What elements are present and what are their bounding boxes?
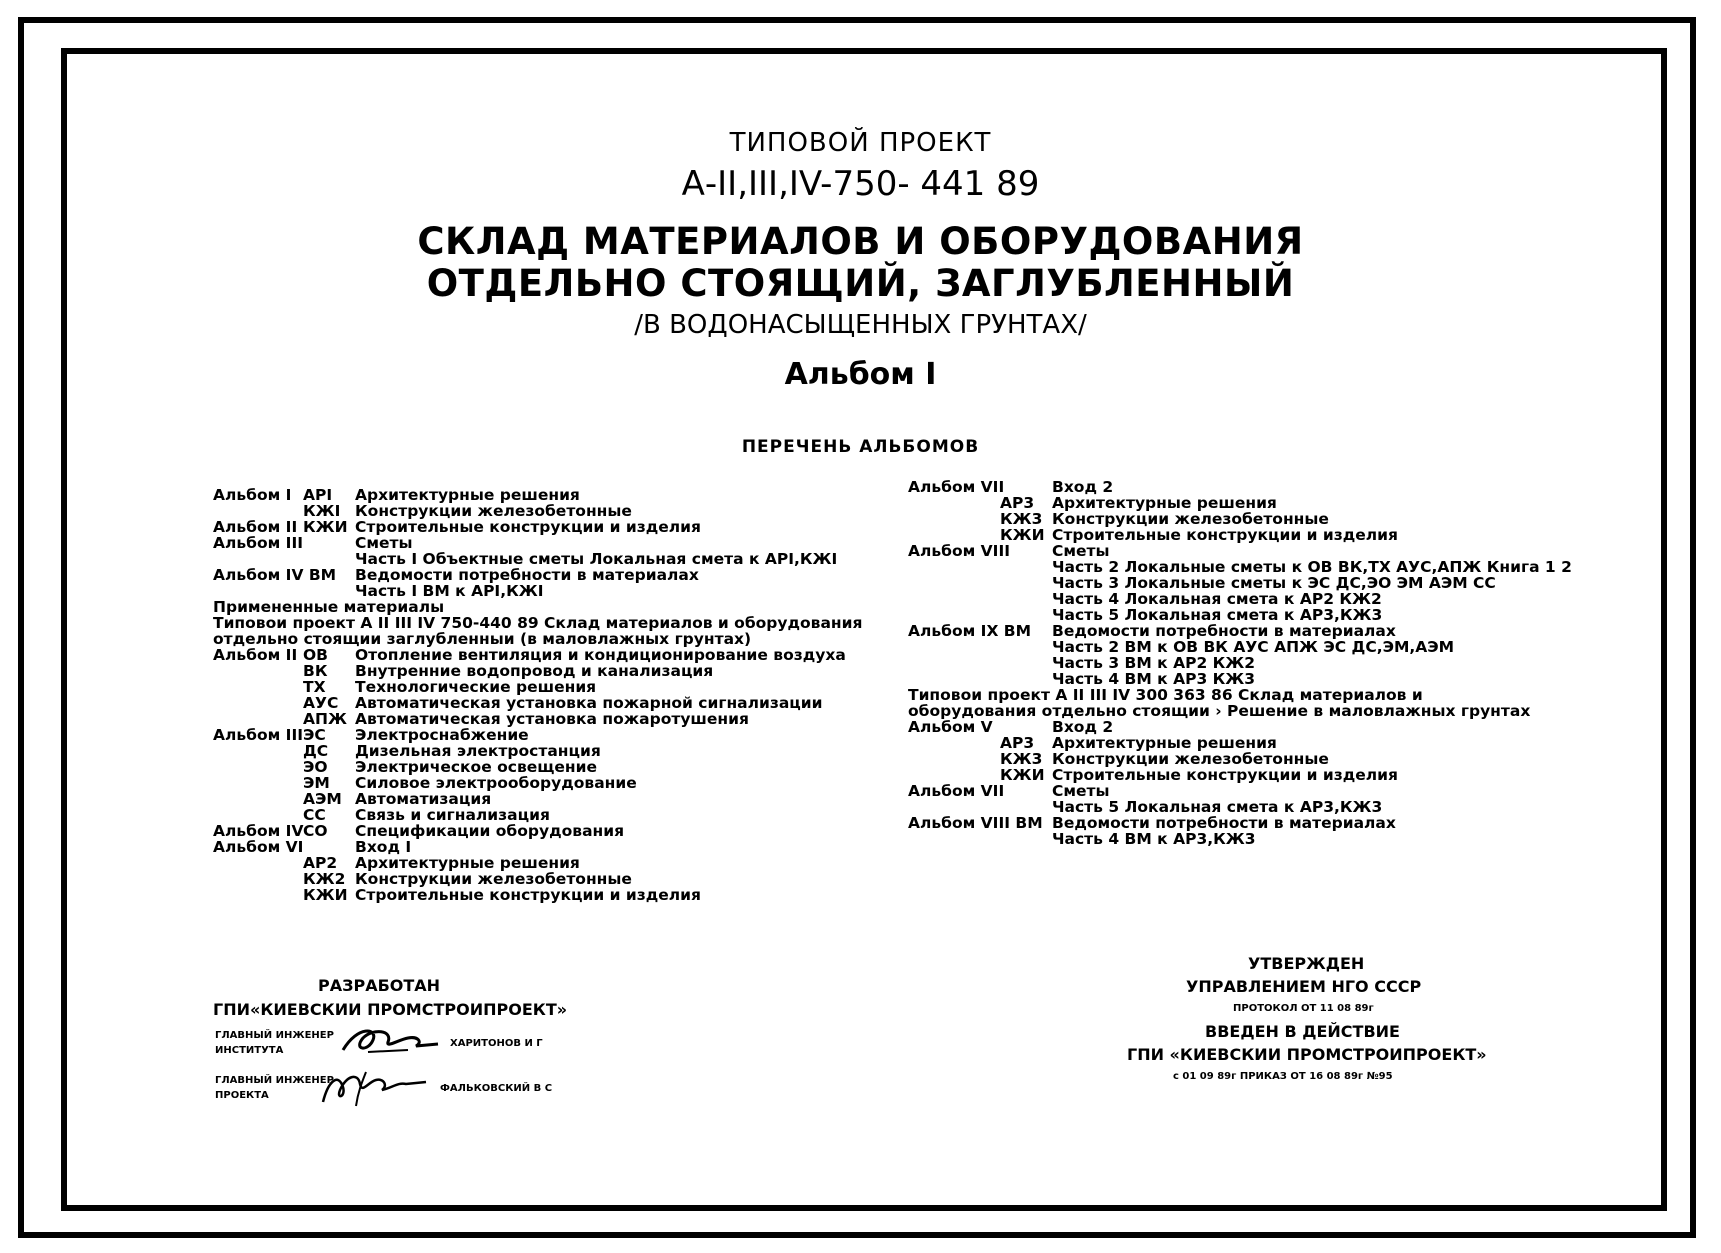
signature-1 xyxy=(338,1020,443,1062)
list-col-desc: Часть 2 ВМ к ОВ ВК АУС АПЖ ЭС ДС,ЭМ,АЭМ xyxy=(1052,638,1455,656)
list-col-desc: Часть I Объектные сметы Локальная смета к АРI,КЖI xyxy=(355,550,838,568)
list-col-album: Альбом IV ВМ xyxy=(213,566,337,584)
list-col-desc: Часть 5 Локальная смета к АР3,КЖ3 xyxy=(1052,606,1383,624)
list-col-desc: Электрическое освещение xyxy=(355,758,598,776)
list-col-desc: Технологические решения xyxy=(355,678,597,696)
list-col-desc: Конструкции железобетонные xyxy=(355,870,632,888)
list-col-code: АПЖ xyxy=(303,710,347,728)
list-col-desc: Вход 2 xyxy=(1052,718,1114,736)
list-col-desc: Строительные конструкции и изделия xyxy=(355,886,701,904)
list-col-desc: Архитектурные решения xyxy=(1052,494,1277,512)
list-col-album: Альбом V xyxy=(908,718,993,736)
approved-line-3: ПРОТОКОЛ ОТ 11 08 89г xyxy=(1233,1003,1374,1014)
list-col-desc: Строительные конструкции и изделия xyxy=(355,518,701,536)
list-col-album: Альбом II xyxy=(213,646,298,664)
list-col-desc: Автоматизация xyxy=(355,790,492,808)
developed-title: РАЗРАБОТАН xyxy=(318,976,441,995)
list-col-desc: Архитектурные решения xyxy=(355,486,580,504)
list-col-album: Типовои проект А II III IV 750-440 89 Склад материалов и оборудования xyxy=(213,614,863,632)
list-col-desc: Часть 4 ВМ к АР3,КЖ3 xyxy=(1052,830,1256,848)
approved-line-5: ГПИ «КИЕВСКИИ ПРОМСТРОИПРОЕКТ» xyxy=(1127,1045,1487,1064)
list-col-code: ЭО xyxy=(303,758,328,776)
project-type: ТИПОВОЙ ПРОЕКТ xyxy=(729,128,992,158)
list-col-code: АР3 xyxy=(1000,734,1035,752)
list-col-code: ТХ xyxy=(303,678,326,696)
list-col-code: КЖ2 xyxy=(303,870,346,888)
list-col-album: Примененные материалы xyxy=(213,598,445,616)
signature-2 xyxy=(318,1062,430,1112)
list-col-desc: Архитектурные решения xyxy=(355,854,580,872)
approved-line-2: УПРАВЛЕНИЕМ НГО СССР xyxy=(1186,977,1422,996)
list-col-desc: Часть 3 Локальные сметы к ЭС ДС,ЭО ЭМ АЭМ СС xyxy=(1052,574,1496,592)
title-line-1: СКЛАД МАТЕРИАЛОВ И ОБОРУДОВАНИЯ xyxy=(417,220,1304,263)
list-col-desc: Автоматическая установка пожаротушения xyxy=(355,710,749,728)
list-col-code: КЖ3 xyxy=(1000,510,1043,528)
list-col-album: Альбом VIII ВМ xyxy=(908,814,1043,832)
list-col-album: отдельно стоящии заглубленныи (в маловлажных грунтах) xyxy=(213,630,752,648)
list-col-desc: Ведомости потребности в материалах xyxy=(1052,814,1396,832)
list-col-code: АУС xyxy=(303,694,339,712)
list-col-code: КЖИ xyxy=(303,518,348,536)
list-col-code: АР3 xyxy=(1000,494,1035,512)
list-col-code: АЭМ xyxy=(303,790,342,808)
list-col-desc: Часть 4 Локальная смета к АР2 КЖ2 xyxy=(1052,590,1382,608)
approved-line-6: с 01 09 89г ПРИКАЗ ОТ 16 08 89г №95 xyxy=(1173,1071,1393,1082)
list-col-desc: Строительные конструкции и изделия xyxy=(1052,526,1398,544)
list-col-album: Альбом VI xyxy=(213,838,304,856)
list-col-desc: Вход I xyxy=(355,838,412,856)
approved-line-1: УТВЕРЖДЕН xyxy=(1248,954,1365,973)
list-col-desc: Часть 3 ВМ к АР2 КЖ2 xyxy=(1052,654,1256,672)
developed-org: ГПИ«КИЕВСКИИ ПРОМСТРОИПРОЕКТ» xyxy=(213,1000,568,1019)
list-col-code: КЖИ xyxy=(1000,766,1045,784)
list-col-code: КЖИ xyxy=(1000,526,1045,544)
list-col-album: Альбом IX ВМ xyxy=(908,622,1032,640)
role-2b: ПРОЕКТА xyxy=(215,1090,269,1101)
list-col-desc: Конструкции железобетонные xyxy=(355,502,632,520)
list-col-desc: Связь и сигнализация xyxy=(355,806,550,824)
list-col-album: Альбом VII xyxy=(908,782,1005,800)
list-col-album: оборудования отдельно стоящии › Решение в маловлажных грунтах xyxy=(908,702,1531,720)
list-col-desc: Отопление вентиляция и кондиционирование воздуха xyxy=(355,646,846,664)
list-col-code: СО xyxy=(303,822,328,840)
list-col-desc: Часть 5 Локальная смета к АР3,КЖ3 xyxy=(1052,798,1383,816)
list-col-desc: Автоматическая установка пожарной сигнализации xyxy=(355,694,823,712)
project-code: А-II,III,IV-750- 441 89 xyxy=(681,164,1040,204)
list-col-code: АРI xyxy=(303,486,333,504)
list-col-desc: Силовое электрооборудование xyxy=(355,774,637,792)
list-col-album: Альбом III xyxy=(213,726,303,744)
list-col-code: ЭМ xyxy=(303,774,330,792)
role-1b: ИНСТИТУТА xyxy=(215,1045,284,1056)
role-2a: ГЛАВНЫЙ ИНЖЕНЕР xyxy=(215,1075,334,1086)
list-col-album: Альбом VII xyxy=(908,478,1005,496)
list-col-code: АР2 xyxy=(303,854,338,872)
list-col-code: КЖИ xyxy=(303,886,348,904)
list-col-code: КЖI xyxy=(303,502,341,520)
name-2: ФАЛЬКОВСКИЙ В С xyxy=(440,1083,553,1094)
list-col-desc: Конструкции железобетонные xyxy=(1052,750,1329,768)
list-col-code: ОВ xyxy=(303,646,328,664)
list-col-desc: Часть 2 Локальные сметы к ОВ ВК,ТХ АУС,АПЖ Книга 1 2 xyxy=(1052,558,1572,576)
list-col-desc: Часть I ВМ к АРI,КЖI xyxy=(355,582,544,600)
list-col-desc: Строительные конструкции и изделия xyxy=(1052,766,1398,784)
title-line-2: ОТДЕЛЬНО СТОЯЩИЙ, ЗАГЛУБЛЕННЫЙ xyxy=(426,262,1295,305)
list-col-code: КЖ3 xyxy=(1000,750,1043,768)
album-number: Альбом I xyxy=(784,357,937,392)
list-col-code: СС xyxy=(303,806,326,824)
list-col-album: Альбом IV xyxy=(213,822,304,840)
list-col-desc: Ведомости потребности в материалах xyxy=(1052,622,1396,640)
list-col-desc: Спецификации оборудования xyxy=(355,822,625,840)
list-col-desc: Сметы xyxy=(1052,542,1110,560)
list-col-desc: Часть 4 ВМ к АР3 КЖ3 xyxy=(1052,670,1256,688)
approved-line-4: ВВЕДЕН В ДЕЙСТВИЕ xyxy=(1205,1022,1400,1041)
list-col-album: Альбом II xyxy=(213,518,298,536)
list-col-desc: Ведомости потребности в материалах xyxy=(355,566,699,584)
list-col-desc: Вход 2 xyxy=(1052,478,1114,496)
list-col-desc: Конструкции железобетонные xyxy=(1052,510,1329,528)
list-col-desc: Внутренние водопровод и канализация xyxy=(355,662,714,680)
list-col-album: Альбом I xyxy=(213,486,292,504)
list-col-desc: Дизельная электростанция xyxy=(355,742,601,760)
name-1: ХАРИТОНОВ И Г xyxy=(450,1038,543,1049)
role-1a: ГЛАВНЫЙ ИНЖЕНЕР xyxy=(215,1030,334,1041)
list-col-album: Альбом III xyxy=(213,534,303,552)
list-col-desc: Электроснабжение xyxy=(355,726,529,744)
subtitle: /В ВОДОНАСЫЩЕННЫХ ГРУНТАХ/ xyxy=(634,310,1087,340)
list-col-album: Альбом VIII xyxy=(908,542,1010,560)
list-col-code: ЭС xyxy=(303,726,326,744)
list-col-album: Типовои проект А II III IV 300 363 86 Склад материалов и xyxy=(908,686,1423,704)
list-col-desc: Сметы xyxy=(355,534,413,552)
list-col-code: ДС xyxy=(303,742,329,760)
list-title: ПЕРЕЧЕНЬ АЛЬБОМОВ xyxy=(741,437,980,457)
list-col-desc: Архитектурные решения xyxy=(1052,734,1277,752)
list-col-desc: Сметы xyxy=(1052,782,1110,800)
list-col-code: ВК xyxy=(303,662,328,680)
